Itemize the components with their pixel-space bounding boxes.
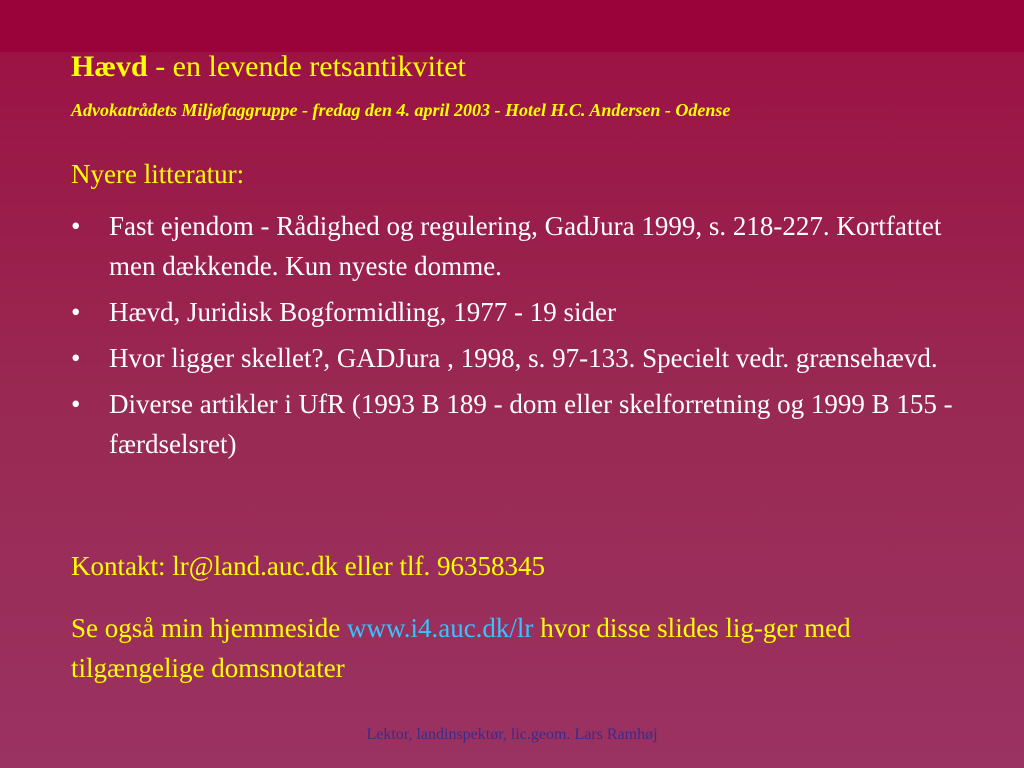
bullet-icon: •	[71, 211, 81, 241]
title-rest: - en levende retsantikvitet	[147, 50, 466, 83]
slide-title	[71, 47, 466, 87]
list-item	[71, 338, 971, 378]
bullet-icon: •	[71, 297, 81, 327]
see-also-before: Se også min hjemmeside	[71, 613, 347, 643]
title-bold: Hævd	[71, 50, 148, 83]
homepage-link[interactable]: www.i4.auc.dk/lr	[346, 613, 534, 643]
see-also-after: hvor disse slides lig-ger med tilgængelige domsnotater	[71, 613, 851, 683]
section-heading: Nyere litteratur:	[71, 159, 245, 189]
literature-list	[71, 206, 971, 470]
bullet-icon: •	[71, 389, 81, 419]
contact-line: Kontakt: lr@land.auc.dk eller tlf. 96358345	[71, 551, 546, 581]
slide-subtitle: Advokatrådets Miljøfaggruppe - fredag den 4. april 2003 - Hotel H.C. Andersen - Odense	[71, 100, 731, 120]
top-band	[0, 0, 1024, 52]
bullet-icon: •	[71, 343, 81, 373]
list-item	[71, 292, 971, 332]
footer-author: Lektor, landinspektør, lic.geom. Lars Ramhøj	[366, 726, 658, 743]
list-item-text: Hævd, Juridisk Bogformidling, 1977 - 19 sider	[109, 297, 616, 327]
see-also-paragraph	[71, 608, 971, 688]
list-item-text: Diverse artikler i UfR (1993 B 189 - dom eller skelforretning og 1999 B 155 - færdselsret)	[109, 389, 953, 459]
list-item-text: Fast ejendom - Rådighed og regulering, GadJura 1999, s. 218-227. Kortfattet men dækkende. Kun nyeste domme.	[109, 211, 942, 281]
list-item	[71, 384, 971, 464]
list-item-text: Hvor ligger skellet?, GADJura , 1998, s. 97-133. Specielt vedr. grænsehævd.	[109, 343, 938, 373]
list-item	[71, 206, 971, 286]
